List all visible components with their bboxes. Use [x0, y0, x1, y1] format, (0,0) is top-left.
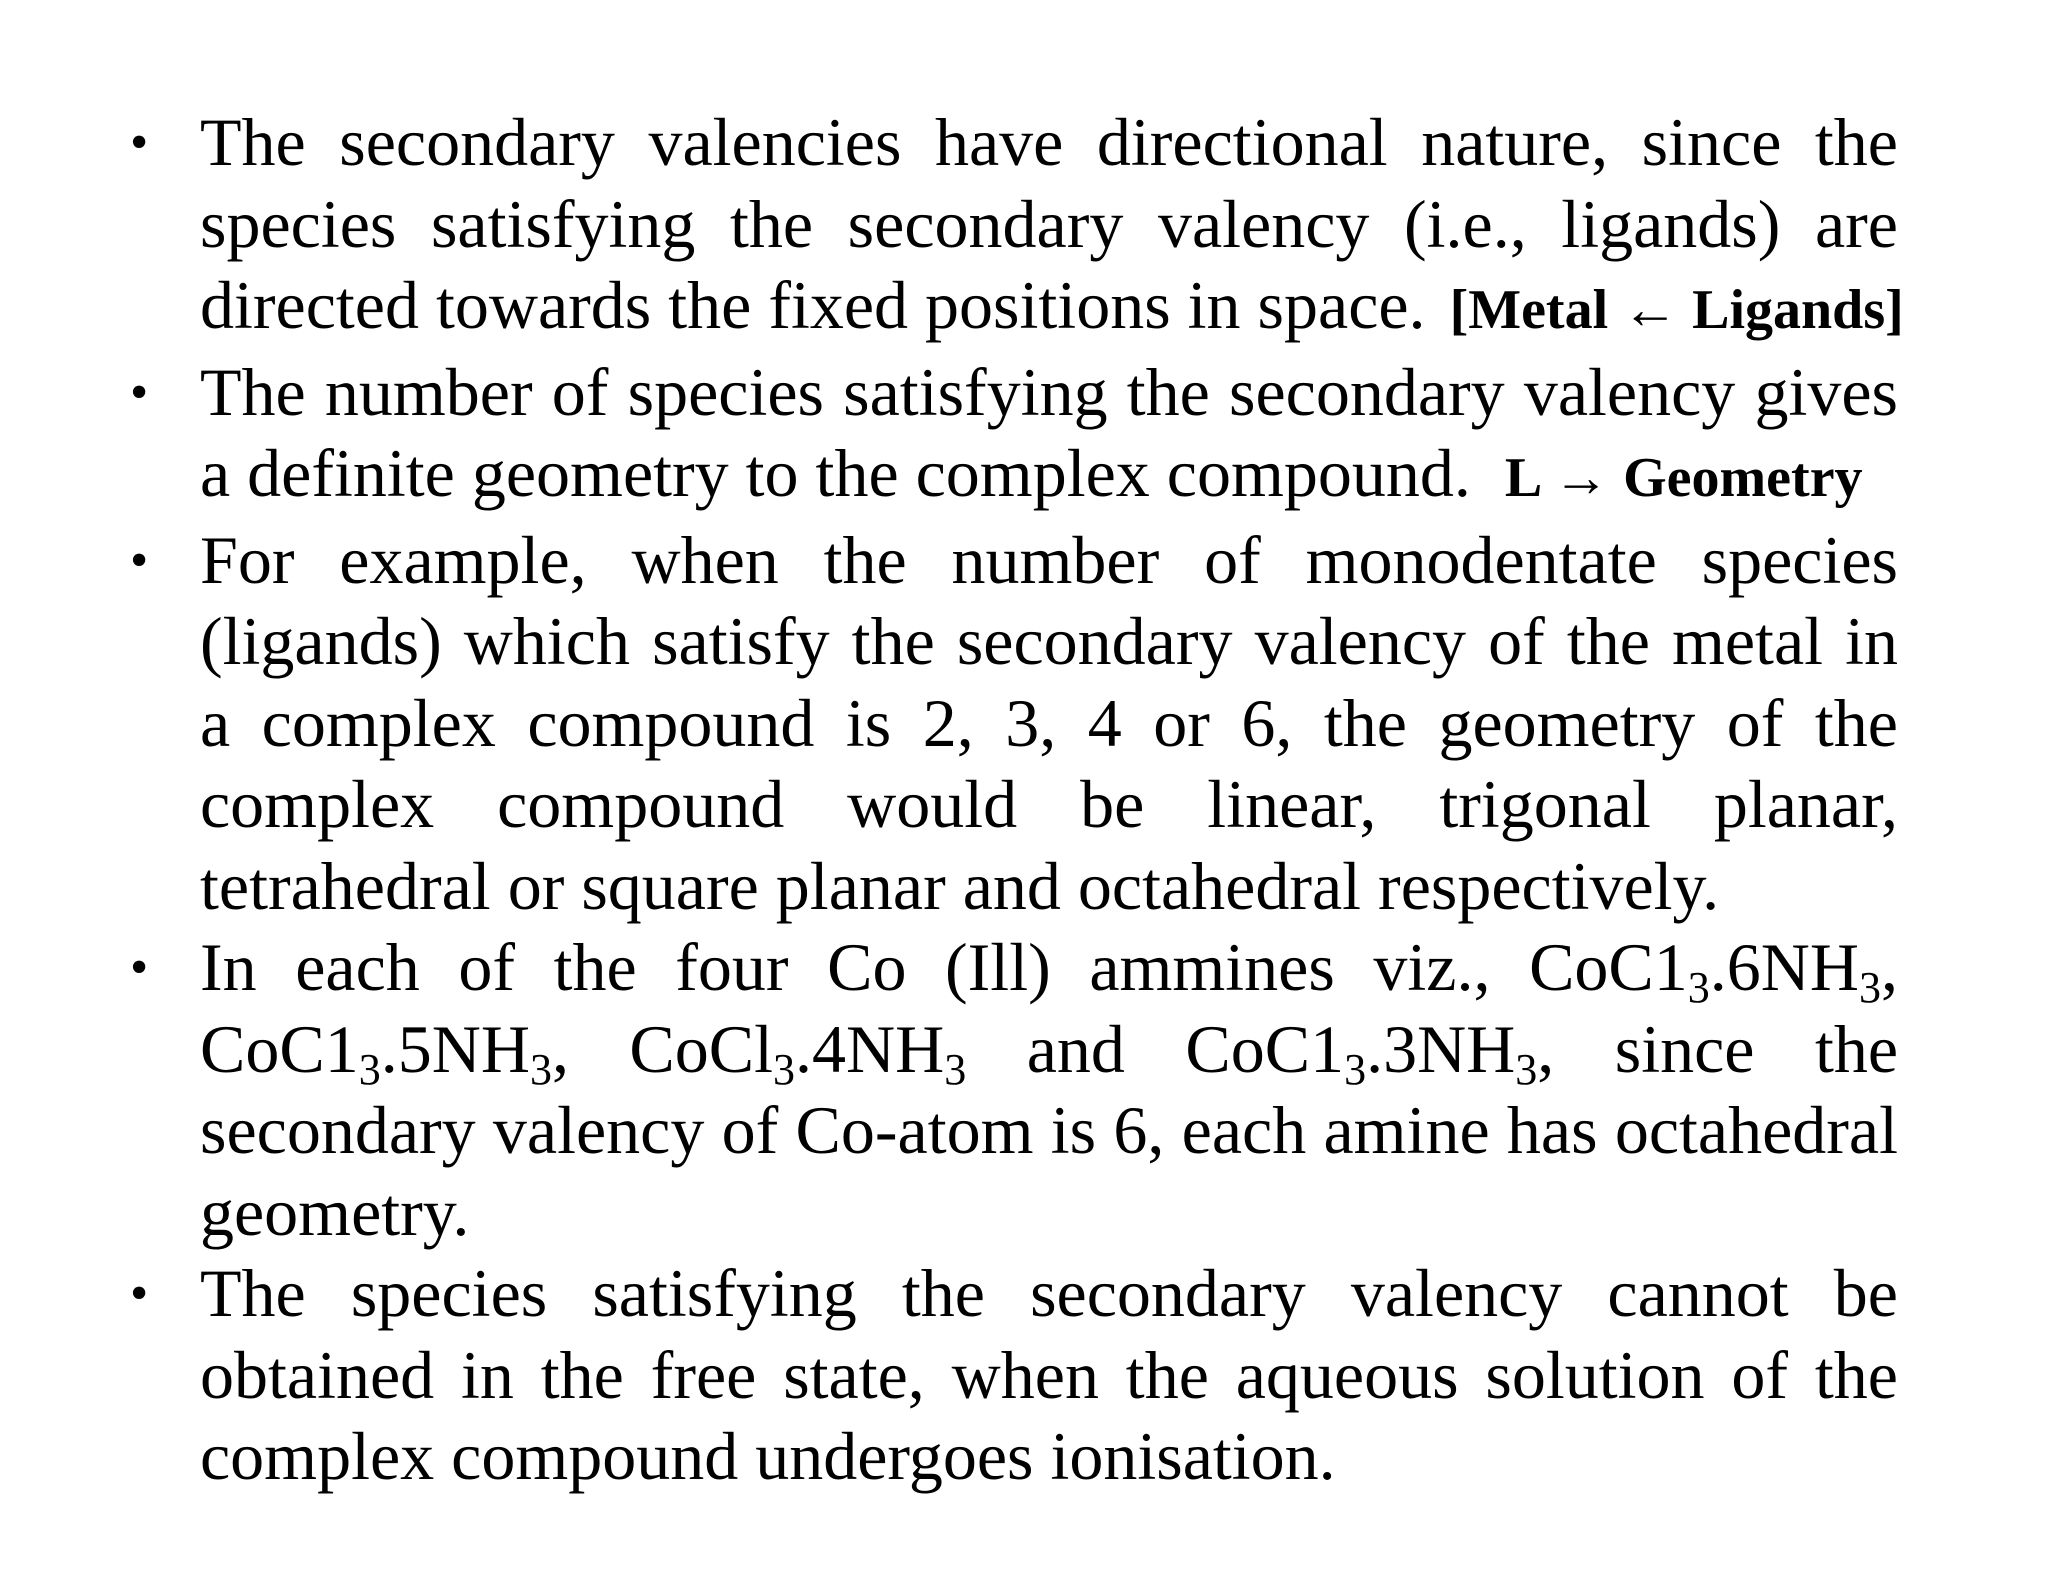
- formula-3: $CoCl_3.4NH_3$: [629, 1010, 967, 1094]
- bullet-item-4: [118, 927, 1898, 1253]
- formula-4: $CoC1_3.3NH_3$,: [1185, 1010, 1555, 1094]
- bullet-dot: •: [130, 363, 149, 421]
- bullet-text: The secondary valencies have directional nature, since the species satisfying the secondary valency (i.e., ligands) are directed towards the fixed positions in space.: [200, 104, 1898, 343]
- bullet-text: The species satisfying the secondary valency cannot be obtained in the free state, when the aqueous solution of the complex compound undergoes ionisation.: [200, 1255, 1898, 1494]
- bullet-text: For example, when the number of monodentate species (ligands) which satisfy the secondary valency of the metal in a complex compound is 2, 3, 4 or 6, the geometry of the complex compound would be linear, trigonal planar, tetrahedral or square planar and octahedral respectively.: [200, 521, 1898, 924]
- metal-ligands-annotation: [Metal ← Ligands]: [1449, 279, 1904, 341]
- formula-1: $CoC1_3.6NH_3$,: [1529, 929, 1898, 1012]
- bullet-item-5: [118, 1253, 1898, 1498]
- formula-2: $CoC1_3.5NH_3$,: [200, 1010, 569, 1094]
- bullet-dot: •: [130, 531, 149, 589]
- conjunction: and: [1026, 1010, 1125, 1087]
- bullet-item-1: [118, 102, 1904, 352]
- bullet-list: [118, 102, 1904, 1498]
- bullet-dot: •: [130, 1265, 149, 1322]
- bullet-text: The number of species satisfying the secondary valency gives a definite geometry to the complex compound.: [200, 353, 1898, 511]
- bullet-item-2: [118, 352, 1898, 520]
- bullet-item-3: [118, 520, 1898, 928]
- bullet-intro: In each of the four Co (Ill) ammines viz.,: [200, 929, 1491, 1005]
- ligand-geometry-annotation: L → Geometry: [1504, 447, 1863, 509]
- bullet-dot: •: [130, 939, 149, 996]
- bullet-outro: since the secondary valency of Co-atom is 6, each amine has octahedral geometry.: [200, 1010, 1899, 1250]
- bullet-dot: •: [130, 114, 149, 171]
